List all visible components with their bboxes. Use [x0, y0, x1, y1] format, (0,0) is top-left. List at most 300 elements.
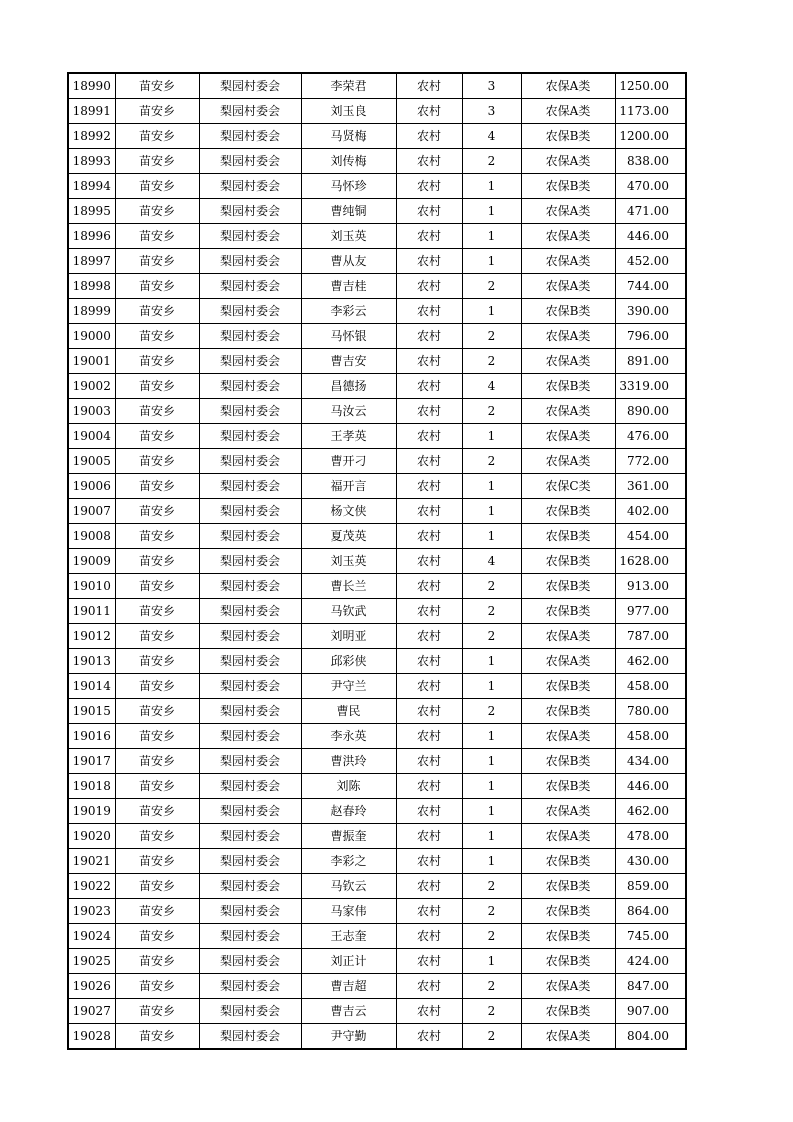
township-cell: 苗安乡 [115, 724, 199, 749]
table-row [68, 499, 686, 524]
area-type-cell: 农村 [396, 999, 462, 1024]
household-size-cell: 1 [462, 174, 521, 199]
township-cell: 苗安乡 [115, 674, 199, 699]
table-row [68, 73, 686, 99]
household-size-cell: 2 [462, 324, 521, 349]
table-row [68, 649, 686, 674]
amount-cell: 470.00 [615, 174, 686, 199]
township-cell: 苗安乡 [115, 799, 199, 824]
household-size-cell: 3 [462, 99, 521, 124]
table-row [68, 249, 686, 274]
name-cell: 福开言 [301, 474, 396, 499]
table-row [68, 799, 686, 824]
area-type-cell: 农村 [396, 974, 462, 999]
amount-cell: 446.00 [615, 224, 686, 249]
table-row [68, 199, 686, 224]
record-id-cell: 19024 [68, 924, 115, 949]
amount-cell: 462.00 [615, 799, 686, 824]
household-size-cell: 4 [462, 549, 521, 574]
record-id-cell: 19010 [68, 574, 115, 599]
household-size-cell: 2 [462, 449, 521, 474]
amount-cell: 458.00 [615, 674, 686, 699]
category-cell: 农保A类 [521, 324, 615, 349]
table-row [68, 224, 686, 249]
record-id-cell: 18998 [68, 274, 115, 299]
category-cell: 农保B类 [521, 749, 615, 774]
table-row [68, 149, 686, 174]
household-size-cell: 2 [462, 974, 521, 999]
record-id-cell: 19002 [68, 374, 115, 399]
household-size-cell: 1 [462, 824, 521, 849]
area-type-cell: 农村 [396, 374, 462, 399]
township-cell: 苗安乡 [115, 774, 199, 799]
name-cell: 曹纯铜 [301, 199, 396, 224]
area-type-cell: 农村 [396, 474, 462, 499]
category-cell: 农保B类 [521, 874, 615, 899]
record-id-cell: 19027 [68, 999, 115, 1024]
record-id-cell: 19022 [68, 874, 115, 899]
area-type-cell: 农村 [396, 624, 462, 649]
township-cell: 苗安乡 [115, 224, 199, 249]
table-row [68, 824, 686, 849]
record-id-cell: 19016 [68, 724, 115, 749]
household-size-cell: 2 [462, 574, 521, 599]
table-row [68, 949, 686, 974]
amount-cell: 424.00 [615, 949, 686, 974]
amount-cell: 452.00 [615, 249, 686, 274]
area-type-cell: 农村 [396, 649, 462, 674]
area-type-cell: 农村 [396, 699, 462, 724]
village-committee-cell: 梨园村委会 [199, 199, 301, 224]
amount-cell: 471.00 [615, 199, 686, 224]
name-cell: 刘玉英 [301, 549, 396, 574]
table-row [68, 849, 686, 874]
township-cell: 苗安乡 [115, 449, 199, 474]
record-id-cell: 19020 [68, 824, 115, 849]
amount-cell: 780.00 [615, 699, 686, 724]
name-cell: 曹长兰 [301, 574, 396, 599]
township-cell: 苗安乡 [115, 974, 199, 999]
household-size-cell: 1 [462, 199, 521, 224]
category-cell: 农保B类 [521, 899, 615, 924]
village-committee-cell: 梨园村委会 [199, 699, 301, 724]
area-type-cell: 农村 [396, 449, 462, 474]
table-row [68, 449, 686, 474]
category-cell: 农保C类 [521, 474, 615, 499]
village-committee-cell: 梨园村委会 [199, 474, 301, 499]
name-cell: 马钦武 [301, 599, 396, 624]
township-cell: 苗安乡 [115, 699, 199, 724]
table-row [68, 774, 686, 799]
category-cell: 农保A类 [521, 199, 615, 224]
household-size-cell: 1 [462, 799, 521, 824]
household-size-cell: 2 [462, 874, 521, 899]
welfare-roster-table [67, 72, 687, 1050]
village-committee-cell: 梨园村委会 [199, 124, 301, 149]
record-id-cell: 18990 [68, 73, 115, 99]
record-id-cell: 19008 [68, 524, 115, 549]
name-cell: 刘玉良 [301, 99, 396, 124]
village-committee-cell: 梨园村委会 [199, 974, 301, 999]
township-cell: 苗安乡 [115, 424, 199, 449]
area-type-cell: 农村 [396, 149, 462, 174]
amount-cell: 804.00 [615, 1024, 686, 1050]
category-cell: 农保A类 [521, 149, 615, 174]
household-size-cell: 2 [462, 624, 521, 649]
name-cell: 李彩云 [301, 299, 396, 324]
category-cell: 农保A类 [521, 73, 615, 99]
area-type-cell: 农村 [396, 499, 462, 524]
area-type-cell: 农村 [396, 124, 462, 149]
township-cell: 苗安乡 [115, 649, 199, 674]
household-size-cell: 1 [462, 224, 521, 249]
amount-cell: 1628.00 [615, 549, 686, 574]
area-type-cell: 农村 [396, 199, 462, 224]
record-id-cell: 19003 [68, 399, 115, 424]
household-size-cell: 2 [462, 899, 521, 924]
table-row [68, 274, 686, 299]
area-type-cell: 农村 [396, 324, 462, 349]
household-size-cell: 3 [462, 73, 521, 99]
township-cell: 苗安乡 [115, 174, 199, 199]
amount-cell: 787.00 [615, 624, 686, 649]
household-size-cell: 1 [462, 949, 521, 974]
category-cell: 农保A类 [521, 824, 615, 849]
village-committee-cell: 梨园村委会 [199, 449, 301, 474]
record-id-cell: 19005 [68, 449, 115, 474]
name-cell: 刘传梅 [301, 149, 396, 174]
name-cell: 曹民 [301, 699, 396, 724]
amount-cell: 3319.00 [615, 374, 686, 399]
record-id-cell: 19004 [68, 424, 115, 449]
table-row [68, 724, 686, 749]
household-size-cell: 2 [462, 1024, 521, 1050]
village-committee-cell: 梨园村委会 [199, 249, 301, 274]
table-row [68, 174, 686, 199]
village-committee-cell: 梨园村委会 [199, 549, 301, 574]
category-cell: 农保B类 [521, 124, 615, 149]
area-type-cell: 农村 [396, 399, 462, 424]
household-size-cell: 2 [462, 399, 521, 424]
township-cell: 苗安乡 [115, 499, 199, 524]
record-id-cell: 19014 [68, 674, 115, 699]
area-type-cell: 农村 [396, 849, 462, 874]
township-cell: 苗安乡 [115, 924, 199, 949]
village-committee-cell: 梨园村委会 [199, 99, 301, 124]
area-type-cell: 农村 [396, 949, 462, 974]
amount-cell: 744.00 [615, 274, 686, 299]
record-id-cell: 19021 [68, 849, 115, 874]
area-type-cell: 农村 [396, 674, 462, 699]
village-committee-cell: 梨园村委会 [199, 874, 301, 899]
record-id-cell: 19001 [68, 349, 115, 374]
name-cell: 曹从友 [301, 249, 396, 274]
village-committee-cell: 梨园村委会 [199, 749, 301, 774]
table-row [68, 674, 686, 699]
category-cell: 农保A类 [521, 224, 615, 249]
area-type-cell: 农村 [396, 824, 462, 849]
table-row [68, 424, 686, 449]
area-type-cell: 农村 [396, 874, 462, 899]
table-row [68, 599, 686, 624]
name-cell: 曹开刁 [301, 449, 396, 474]
township-cell: 苗安乡 [115, 399, 199, 424]
township-cell: 苗安乡 [115, 624, 199, 649]
amount-cell: 913.00 [615, 574, 686, 599]
record-id-cell: 18993 [68, 149, 115, 174]
household-size-cell: 1 [462, 774, 521, 799]
village-committee-cell: 梨园村委会 [199, 624, 301, 649]
table-row [68, 124, 686, 149]
household-size-cell: 2 [462, 999, 521, 1024]
table-row [68, 324, 686, 349]
category-cell: 农保B类 [521, 699, 615, 724]
township-cell: 苗安乡 [115, 574, 199, 599]
table-row [68, 924, 686, 949]
household-size-cell: 2 [462, 149, 521, 174]
category-cell: 农保A类 [521, 249, 615, 274]
name-cell: 马怀珍 [301, 174, 396, 199]
category-cell: 农保A类 [521, 399, 615, 424]
township-cell: 苗安乡 [115, 249, 199, 274]
amount-cell: 478.00 [615, 824, 686, 849]
category-cell: 农保A类 [521, 449, 615, 474]
township-cell: 苗安乡 [115, 349, 199, 374]
household-size-cell: 1 [462, 524, 521, 549]
township-cell: 苗安乡 [115, 549, 199, 574]
village-committee-cell: 梨园村委会 [199, 774, 301, 799]
area-type-cell: 农村 [396, 549, 462, 574]
table-row [68, 399, 686, 424]
name-cell: 李荣君 [301, 73, 396, 99]
amount-cell: 864.00 [615, 899, 686, 924]
township-cell: 苗安乡 [115, 274, 199, 299]
category-cell: 农保B类 [521, 999, 615, 1024]
name-cell: 刘明亚 [301, 624, 396, 649]
category-cell: 农保B类 [521, 574, 615, 599]
village-committee-cell: 梨园村委会 [199, 324, 301, 349]
village-committee-cell: 梨园村委会 [199, 274, 301, 299]
township-cell: 苗安乡 [115, 524, 199, 549]
amount-cell: 1250.00 [615, 73, 686, 99]
village-committee-cell: 梨园村委会 [199, 999, 301, 1024]
category-cell: 农保A类 [521, 99, 615, 124]
household-size-cell: 2 [462, 274, 521, 299]
category-cell: 农保A类 [521, 974, 615, 999]
amount-cell: 476.00 [615, 424, 686, 449]
amount-cell: 796.00 [615, 324, 686, 349]
table-row [68, 749, 686, 774]
name-cell: 马家伟 [301, 899, 396, 924]
name-cell: 夏茂英 [301, 524, 396, 549]
category-cell: 农保B类 [521, 549, 615, 574]
household-size-cell: 1 [462, 249, 521, 274]
table-row [68, 349, 686, 374]
area-type-cell: 农村 [396, 924, 462, 949]
township-cell: 苗安乡 [115, 849, 199, 874]
village-committee-cell: 梨园村委会 [199, 349, 301, 374]
township-cell: 苗安乡 [115, 73, 199, 99]
record-id-cell: 19009 [68, 549, 115, 574]
name-cell: 尹守兰 [301, 674, 396, 699]
amount-cell: 434.00 [615, 749, 686, 774]
table-row [68, 874, 686, 899]
township-cell: 苗安乡 [115, 199, 199, 224]
household-size-cell: 2 [462, 924, 521, 949]
name-cell: 曹洪玲 [301, 749, 396, 774]
name-cell: 王志奎 [301, 924, 396, 949]
table-row [68, 549, 686, 574]
township-cell: 苗安乡 [115, 99, 199, 124]
village-committee-cell: 梨园村委会 [199, 724, 301, 749]
amount-cell: 1173.00 [615, 99, 686, 124]
area-type-cell: 农村 [396, 574, 462, 599]
name-cell: 王孝英 [301, 424, 396, 449]
record-id-cell: 18992 [68, 124, 115, 149]
household-size-cell: 4 [462, 374, 521, 399]
township-cell: 苗安乡 [115, 124, 199, 149]
category-cell: 农保A类 [521, 649, 615, 674]
township-cell: 苗安乡 [115, 949, 199, 974]
table-row [68, 1024, 686, 1050]
table-row [68, 624, 686, 649]
category-cell: 农保A类 [521, 274, 615, 299]
record-id-cell: 19015 [68, 699, 115, 724]
household-size-cell: 1 [462, 724, 521, 749]
record-id-cell: 18996 [68, 224, 115, 249]
record-id-cell: 18997 [68, 249, 115, 274]
village-committee-cell: 梨园村委会 [199, 424, 301, 449]
category-cell: 农保B类 [521, 949, 615, 974]
area-type-cell: 农村 [396, 274, 462, 299]
table-row [68, 974, 686, 999]
table-row [68, 574, 686, 599]
name-cell: 曹振奎 [301, 824, 396, 849]
name-cell: 马汝云 [301, 399, 396, 424]
amount-cell: 907.00 [615, 999, 686, 1024]
amount-cell: 977.00 [615, 599, 686, 624]
amount-cell: 458.00 [615, 724, 686, 749]
category-cell: 农保A类 [521, 1024, 615, 1050]
record-id-cell: 18995 [68, 199, 115, 224]
record-id-cell: 19019 [68, 799, 115, 824]
amount-cell: 745.00 [615, 924, 686, 949]
category-cell: 农保A类 [521, 424, 615, 449]
village-committee-cell: 梨园村委会 [199, 299, 301, 324]
name-cell: 曹吉超 [301, 974, 396, 999]
amount-cell: 859.00 [615, 874, 686, 899]
category-cell: 农保B类 [521, 499, 615, 524]
amount-cell: 454.00 [615, 524, 686, 549]
category-cell: 农保A类 [521, 624, 615, 649]
village-committee-cell: 梨园村委会 [199, 599, 301, 624]
record-id-cell: 19011 [68, 599, 115, 624]
name-cell: 尹守勤 [301, 1024, 396, 1050]
name-cell: 马贤梅 [301, 124, 396, 149]
area-type-cell: 农村 [396, 224, 462, 249]
name-cell: 曹吉桂 [301, 274, 396, 299]
area-type-cell: 农村 [396, 774, 462, 799]
township-cell: 苗安乡 [115, 1024, 199, 1050]
name-cell: 杨文侠 [301, 499, 396, 524]
village-committee-cell: 梨园村委会 [199, 524, 301, 549]
amount-cell: 1200.00 [615, 124, 686, 149]
amount-cell: 891.00 [615, 349, 686, 374]
name-cell: 赵春玲 [301, 799, 396, 824]
table-body [68, 73, 686, 1049]
village-committee-cell: 梨园村委会 [199, 1024, 301, 1050]
table-row [68, 474, 686, 499]
record-id-cell: 19028 [68, 1024, 115, 1050]
category-cell: 农保B类 [521, 849, 615, 874]
table-row [68, 524, 686, 549]
area-type-cell: 农村 [396, 1024, 462, 1050]
household-size-cell: 1 [462, 749, 521, 774]
area-type-cell: 农村 [396, 73, 462, 99]
name-cell: 昌德扬 [301, 374, 396, 399]
category-cell: 农保B类 [521, 174, 615, 199]
township-cell: 苗安乡 [115, 999, 199, 1024]
table-row [68, 899, 686, 924]
category-cell: 农保A类 [521, 724, 615, 749]
record-id-cell: 19000 [68, 324, 115, 349]
village-committee-cell: 梨园村委会 [199, 399, 301, 424]
record-id-cell: 19025 [68, 949, 115, 974]
household-size-cell: 2 [462, 699, 521, 724]
household-size-cell: 1 [462, 474, 521, 499]
village-committee-cell: 梨园村委会 [199, 924, 301, 949]
category-cell: 农保B类 [521, 674, 615, 699]
area-type-cell: 农村 [396, 599, 462, 624]
household-size-cell: 2 [462, 349, 521, 374]
category-cell: 农保B类 [521, 924, 615, 949]
record-id-cell: 19018 [68, 774, 115, 799]
household-size-cell: 4 [462, 124, 521, 149]
household-size-cell: 1 [462, 674, 521, 699]
name-cell: 曹吉云 [301, 999, 396, 1024]
township-cell: 苗安乡 [115, 149, 199, 174]
record-id-cell: 18999 [68, 299, 115, 324]
name-cell: 刘正计 [301, 949, 396, 974]
area-type-cell: 农村 [396, 524, 462, 549]
village-committee-cell: 梨园村委会 [199, 149, 301, 174]
category-cell: 农保A类 [521, 799, 615, 824]
name-cell: 刘玉英 [301, 224, 396, 249]
record-id-cell: 18994 [68, 174, 115, 199]
amount-cell: 462.00 [615, 649, 686, 674]
area-type-cell: 农村 [396, 899, 462, 924]
record-id-cell: 19017 [68, 749, 115, 774]
name-cell: 刘陈 [301, 774, 396, 799]
village-committee-cell: 梨园村委会 [199, 224, 301, 249]
village-committee-cell: 梨园村委会 [199, 574, 301, 599]
village-committee-cell: 梨园村委会 [199, 174, 301, 199]
record-id-cell: 18991 [68, 99, 115, 124]
record-id-cell: 19007 [68, 499, 115, 524]
name-cell: 马钦云 [301, 874, 396, 899]
village-committee-cell: 梨园村委会 [199, 799, 301, 824]
amount-cell: 890.00 [615, 399, 686, 424]
area-type-cell: 农村 [396, 749, 462, 774]
amount-cell: 838.00 [615, 149, 686, 174]
village-committee-cell: 梨园村委会 [199, 824, 301, 849]
township-cell: 苗安乡 [115, 324, 199, 349]
township-cell: 苗安乡 [115, 749, 199, 774]
name-cell: 李永英 [301, 724, 396, 749]
record-id-cell: 19012 [68, 624, 115, 649]
amount-cell: 390.00 [615, 299, 686, 324]
table-row [68, 699, 686, 724]
